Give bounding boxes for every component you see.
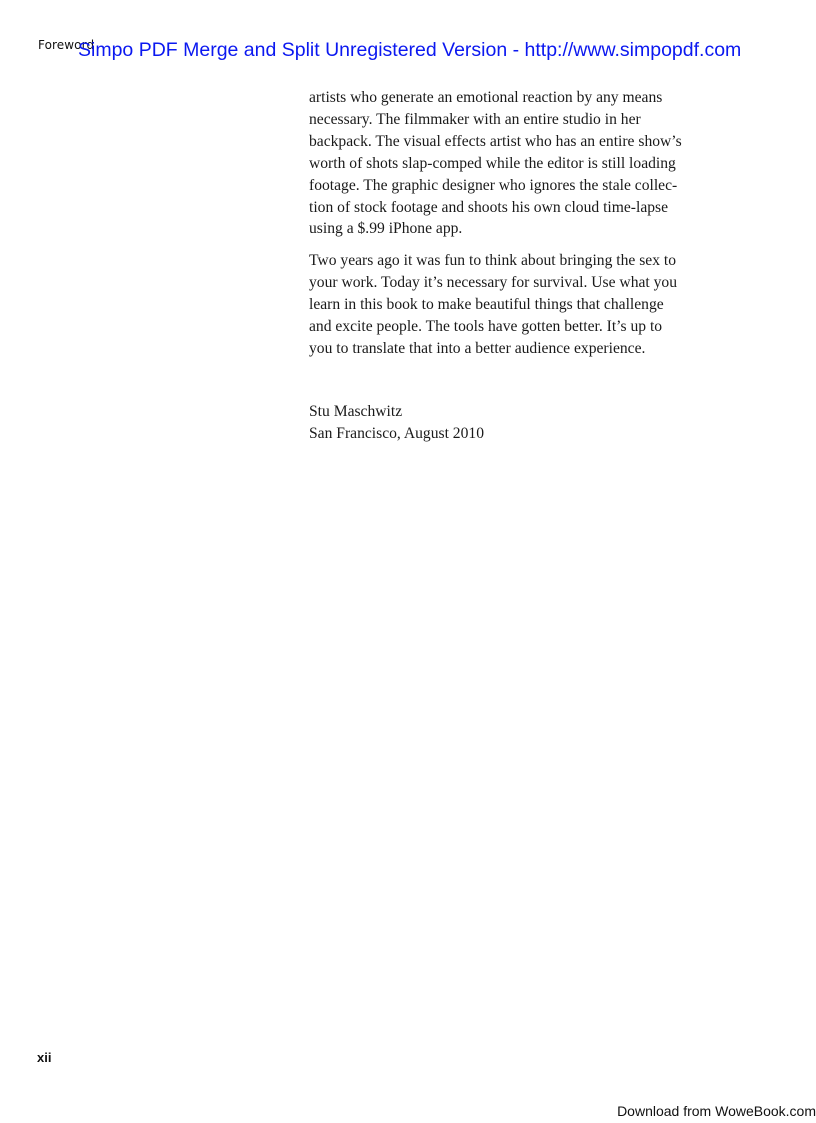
watermark-link[interactable]: Simpo PDF Merge and Split Unregistered Version - http://www.simpopdf.com [78, 39, 742, 61]
body-text [309, 87, 704, 370]
paragraph-line: and excite people. The tools have gotten better. It’s up to [309, 318, 663, 336]
paragraph-line: backpack. The visual effects artist who has an entire show’s [309, 132, 682, 150]
download-link[interactable]: Download from WoweBook.com [617, 1103, 816, 1119]
paragraph-line: footage. The graphic designer who ignores the stale collec- [309, 176, 678, 194]
running-head: Foreword [38, 38, 95, 52]
paragraph-line: learn in this book to make beautiful things that challenge [309, 296, 664, 314]
place-date: San Francisco, August 2010 [309, 425, 484, 442]
paragraph-line: artists who generate an emotional reaction by any means [309, 89, 663, 106]
paragraph-line: tion of stock footage and shoots his own cloud time-lapse [309, 198, 669, 216]
paragraph-line: worth of shots slap-comped while the editor is still loading [309, 154, 676, 172]
signature-block [309, 401, 484, 445]
page-number: xii [37, 1050, 52, 1065]
paragraph-1 [309, 87, 704, 240]
paragraph-line: necessary. The filmmaker with an entire studio in her [309, 110, 641, 128]
paragraph-line: you to translate that into a better audience experience. [309, 339, 646, 357]
paragraph-line: Two years ago it was fun to think about bringing the sex to [309, 252, 677, 270]
author-name: Stu Maschwitz [309, 403, 403, 420]
paragraph-2 [309, 250, 704, 360]
paragraph-line: using a $.99 iPhone app. [309, 220, 463, 238]
paragraph-line: your work. Today it’s necessary for survival. Use what you [309, 274, 678, 292]
